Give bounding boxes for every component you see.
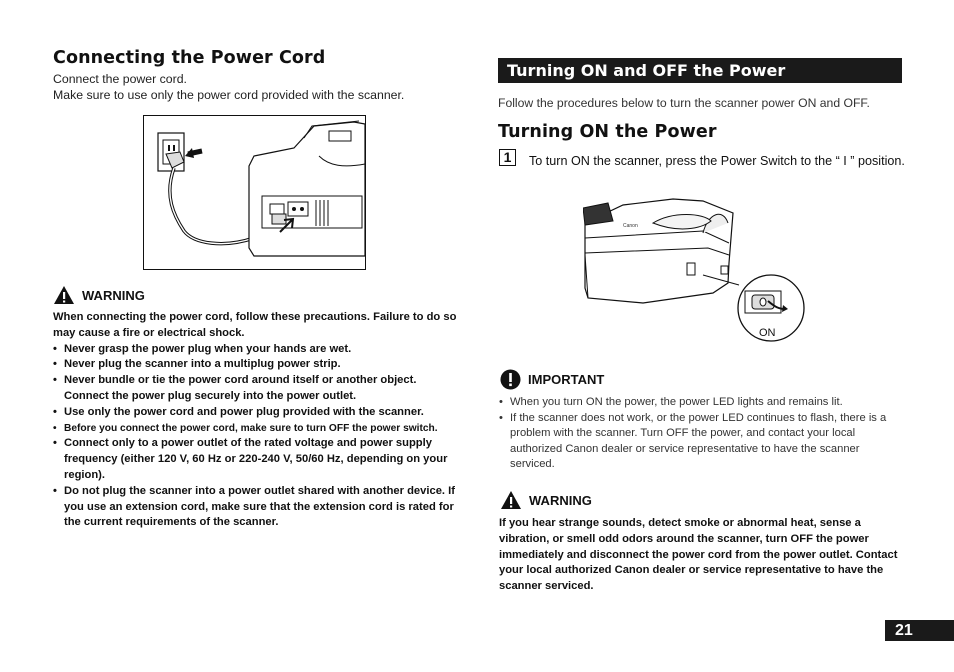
power-cord-drawing xyxy=(144,116,365,269)
warning-heading-left: WARNING xyxy=(82,287,145,303)
list-item: • Never grasp the power plug when your hands are wet. xyxy=(53,342,352,355)
section-title-power-cord: Connecting the Power Cord xyxy=(53,48,326,68)
warning-heading-right: WARNING xyxy=(529,492,592,508)
section-banner: Turning ON and OFF the Power xyxy=(498,58,902,83)
list-item: • Do not plug the scanner into a power outlet shared with another device. If you use an extension cord, make sure that the extension cord is rated for the current requirements of the scanner. xyxy=(53,484,455,529)
power-cord-illustration xyxy=(143,115,366,270)
warning-triangle-icon xyxy=(53,285,75,305)
warning-header-left xyxy=(53,285,145,305)
subsection-title: Turning ON the Power xyxy=(498,122,717,142)
scanner-switch-drawing xyxy=(583,193,813,343)
power-switch-illustration xyxy=(583,193,813,343)
intro-line-2: Make sure to use only the power cord provided with the scanner. xyxy=(53,88,405,102)
warning-triangle-icon xyxy=(500,490,522,510)
list-item: • Never bundle or tie the power cord around itself or another object. Connect the power plug securely into the power outlet. xyxy=(53,374,417,402)
step-number-badge: 1 xyxy=(499,149,516,166)
list-item: • Connect only to a power outlet of the rated voltage and power supply frequency (either 120 V, 60 Hz or 220-240 V, 50/60 Hz, depending on your region). xyxy=(53,437,448,481)
list-item: • If the scanner does not work, or the power LED continues to flash, there is a problem with the scanner. Turn OFF the power, and contact your local authorized Canon dealer or service representative to have the scanner serviced. xyxy=(499,411,887,471)
list-item: • When you turn ON the power, the power LED lights and remains lit. xyxy=(499,396,843,408)
on-label: ON xyxy=(759,327,776,339)
step-text: To turn ON the scanner, press the Power Switch to the “ I ” position. xyxy=(529,154,905,168)
list-item: • Never plug the scanner into a multiplug power strip. xyxy=(53,358,341,371)
warning-body-right: If you hear strange sounds, detect smoke or abnormal heat, sense a vibration, or smell odd odors around the scanner, turn OFF the power immediately and disconnect the power cord from the power outlet. Contact your local authorized Canon dealer or service representative to have the scanner serviced. xyxy=(499,517,898,593)
list-item: • Before you connect the power cord, make sure to turn OFF the power switch. xyxy=(53,422,438,434)
warning-body-left xyxy=(53,310,458,531)
intro-line-1: Connect the power cord. xyxy=(53,72,187,86)
intro-text xyxy=(53,71,453,103)
scanner-brand-label: Canon xyxy=(623,223,638,229)
right-intro: Follow the procedures below to turn the scanner power ON and OFF. xyxy=(498,96,870,110)
page-number: 21 xyxy=(885,620,954,641)
important-exclamation-icon xyxy=(500,369,521,390)
important-heading: IMPORTANT xyxy=(528,372,605,387)
warning-header-right xyxy=(500,490,592,510)
list-item: • Use only the power cord and power plug provided with the scanner. xyxy=(53,405,424,418)
important-header xyxy=(500,369,604,390)
important-body xyxy=(499,395,904,473)
warning-lead: When connecting the power cord, follow these precautions. Failure to do so may cause a fire or electrical shock. xyxy=(53,311,457,339)
